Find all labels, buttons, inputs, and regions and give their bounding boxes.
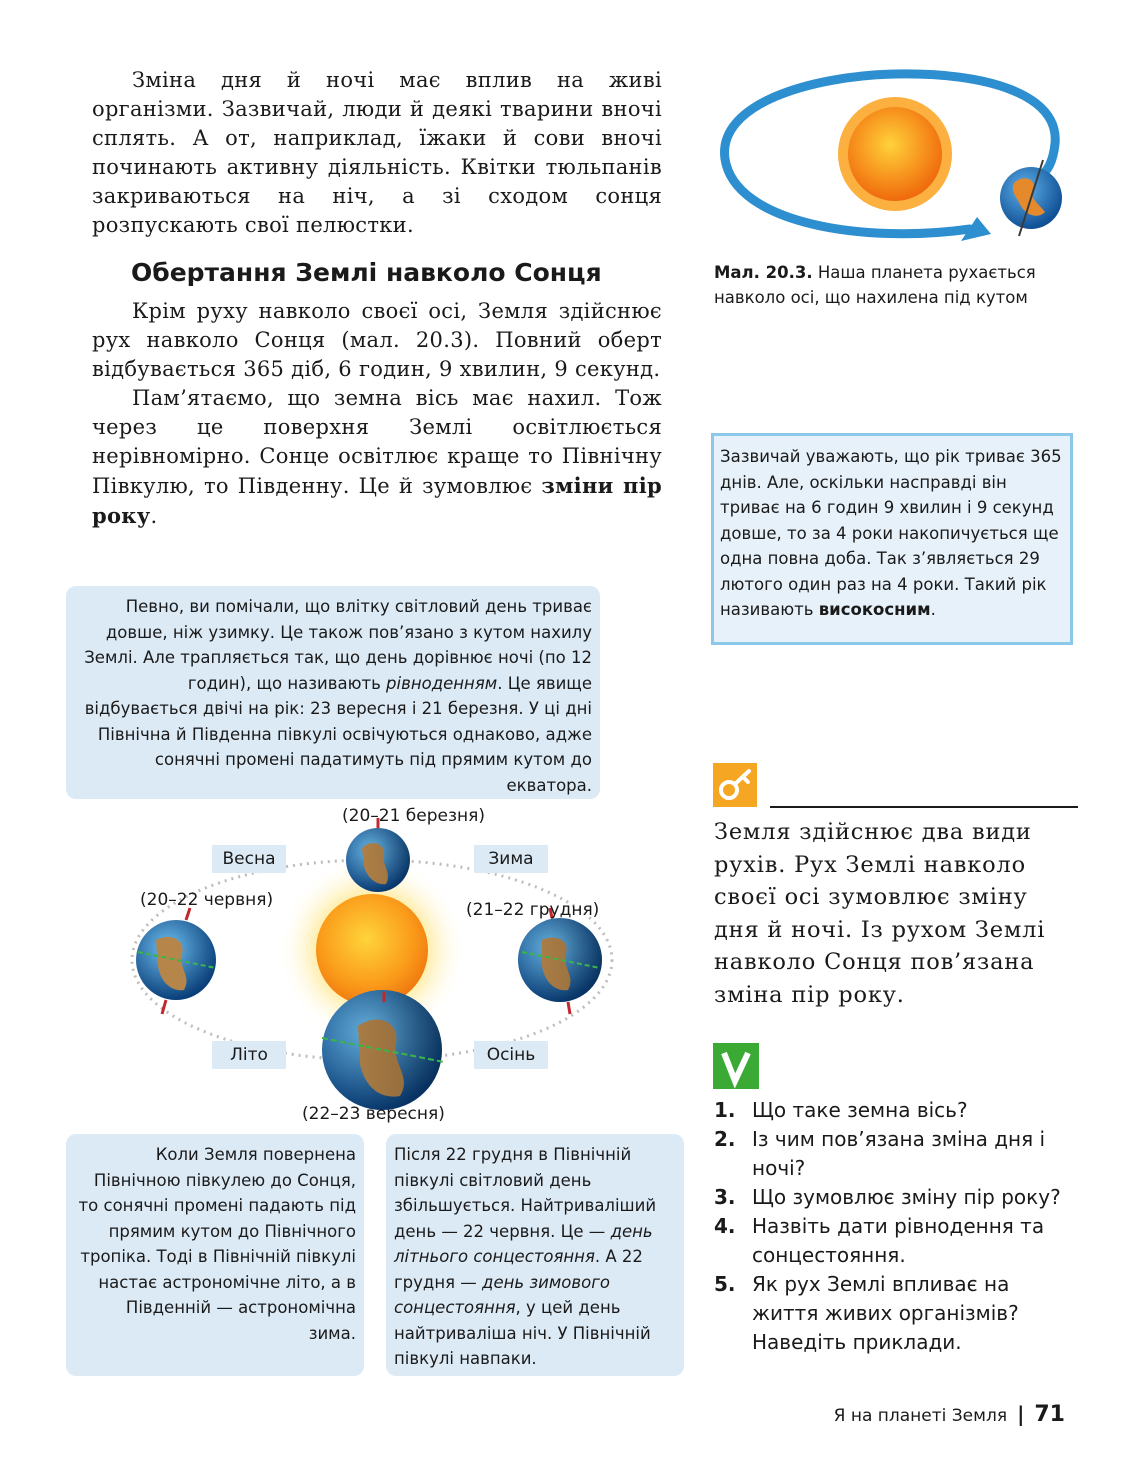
solstice-note: Після 22 грудня в Північній півкулі світловий день збільшується. Найтриваліший день — 22 червня. Це — день літнього сонцестояння. А 22 грудня — день зимового сонцестояння, у цей день найтриваліша ніч. У Північній півкулі навпаки.: [386, 1134, 684, 1376]
orbit-illustration: [715, 64, 1075, 250]
orbit-figure: [715, 64, 1075, 250]
date-left: (20–22 червня): [140, 890, 274, 910]
sun: [848, 107, 942, 201]
page-footer: [834, 1402, 1065, 1427]
questions-list: [714, 1096, 1076, 1357]
date-right: (21–22 грудня): [466, 900, 600, 920]
north-hemisphere-note: Коли Земля повернена Північною півкулею до Сонця, то сонячні промені падають під прямим кутом до Північного тропіка. Тоді в Північній півкулі настає астрономічне літо, а в Південній — астрономічна зима.: [66, 1134, 364, 1376]
question-5: 5. Як рух Землі впливає на життя живих організмів? Наведіть приклади.: [714, 1272, 1019, 1354]
date-top: (20–21 березня): [342, 806, 486, 826]
leap-year-text: Зазвичай уважають, що рік триває 365 днів. Але, оскільки насправді він триває на 6 годин 9 хвилин і 9 секунд довше, то за 4 роки накопичується ще одна повна доба. Так з’являється 29 лютого один раз на 4 роки. Такий рік називають: [720, 447, 1062, 619]
question-1: 1. Що таке земна вісь?: [714, 1098, 968, 1122]
figure-caption: Мал. 20.3. Наша планета рухається навколо осі, що нахилена під кутом: [714, 263, 1036, 307]
footer-separator: |: [1017, 1402, 1025, 1426]
checkmark-icon: [713, 1043, 759, 1089]
earth-right: [518, 908, 602, 1014]
earth-left: [136, 908, 216, 1014]
question-3: 3. Що зумовлює зміну пір року?: [714, 1185, 1061, 1209]
leap-year-term: високосним: [818, 600, 931, 619]
season-winter: Зима: [474, 845, 548, 873]
summer-solstice-term: день літнього сонцестояння: [394, 1221, 653, 1266]
question-2: 2. Із чим пов’язана зміна дня і ночі?: [714, 1127, 1046, 1180]
winter-solstice-term: день зимового сонцестояння: [394, 1272, 610, 1317]
date-bottom: (22–23 вересня): [302, 1104, 445, 1124]
equinox-term: рівноденням: [386, 673, 498, 693]
summary: Земля здійснює два види рухів. Рух Землі навколо своєї осі зумовлює зміну дня й ночі. Із рухом Землі навколо Сонця пов’язана зміна пір року.: [714, 819, 1046, 1008]
equinox-note: Певно, ви помічали, що влітку світловий день триває довше, ніж узимку. Це також пов’язано з кутом нахилу Землі. Але трапляється так, що день дорівнює ночі (по 12 годин), що називають рівноденням. Це явище відбувається двічі на рік: 23 вересня і 21 березня. У ці дні Північна й Південна півкулі освічуються однаково, адже сонячні промені падатимуть під прямим кутом до екватора.: [66, 586, 600, 799]
seasons-illustration: [66, 800, 686, 1130]
section-para-2: Пам’ятаємо, що земна вісь має нахил. Тож через це поверхня Землі освітлюється нерівномірно. Сонце освітлює краще то Північну Півкулю, то Південну. Це й зумовлює зміни пір року.: [92, 386, 662, 528]
season-summer: Літо: [212, 1041, 286, 1069]
intro-text: Зміна дня й ночі має вплив на живі організми. Зазвичай, люди й деякі тварини вночі сплять. А от, наприклад, їжаки й сови вночі починають активну діяльність. Квітки тюльпанів закриваються на ніч, а зі сходом сонця розпускають свої пелюстки.: [92, 68, 662, 237]
footer-section: Я на планеті Земля: [833, 1406, 1008, 1426]
figure-label: Мал. 20.3.: [714, 263, 813, 282]
seasons-diagram: [66, 800, 686, 1130]
leap-year-note: Зазвичай уважають, що рік триває 365 днів. Але, оскільки насправді він триває на 6 годин 9 хвилин і 9 секунд довше, то за 4 роки накопичується ще одна повна доба. Так з’являється 29 лютого один раз на 4 роки. Такий рік називають високосним.: [711, 433, 1073, 645]
intro-paragraph: [92, 66, 662, 240]
earth-top: [346, 818, 410, 892]
section-body: [92, 297, 662, 531]
key-icon: [713, 763, 757, 807]
page-number: 71: [1034, 1402, 1065, 1427]
season-autumn: Осінь: [474, 1041, 548, 1069]
seasons-term: зміни пір року: [92, 473, 662, 528]
season-spring: Весна: [212, 845, 286, 873]
question-4: 4. Назвіть дати рівнодення та сонцестояння.: [714, 1214, 1045, 1267]
section-title: Обертання Землі навколо Сонця: [131, 258, 602, 287]
summary-rule: [770, 806, 1078, 808]
sun: [316, 894, 428, 1006]
section-para-1: Крім руху навколо своєї осі, Земля здійснює рух навколо Сонця (мал. 20.3). Повний оберт відбувається 365 діб, 6 годин, 9 хвилин, 9 секунд.: [92, 299, 662, 381]
